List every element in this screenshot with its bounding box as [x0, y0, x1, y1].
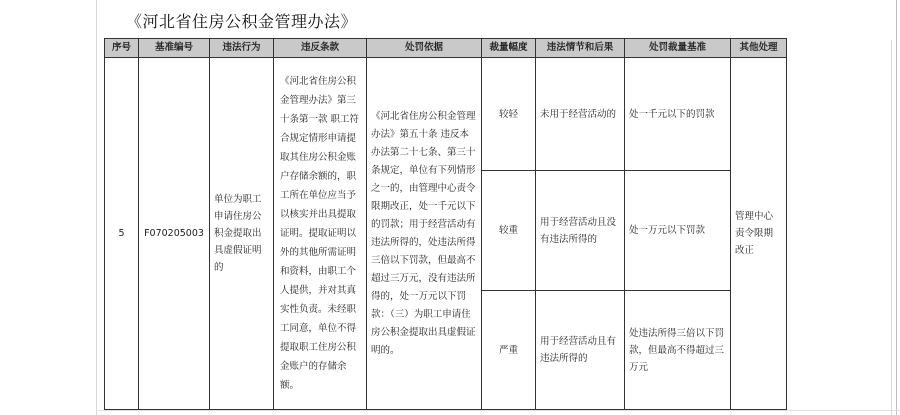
- cell-seq: 5: [105, 58, 139, 410]
- cell-code: F070205003: [139, 58, 210, 410]
- cell-circumstance-level-2: 用于经营活动且没有违法所得的: [536, 171, 625, 291]
- header-circumstance: 违法情节和后果: [536, 39, 625, 58]
- header-code: 基准编号: [139, 39, 210, 58]
- cell-standard-level-1: 处一千元以下的罚款: [625, 58, 731, 171]
- cell-circumstance-level-1: 未用于经营活动的: [536, 58, 625, 171]
- cell-range-level-3: 严重: [482, 291, 536, 410]
- header-basis: 处罚依据: [367, 39, 482, 58]
- cell-circumstance-level-3: 用于经营活动且有违法所得的: [536, 291, 625, 410]
- header-seq: 序号: [105, 39, 139, 58]
- cell-violation: 单位为职工申请住房公积金提取出具虚假证明的: [210, 58, 274, 410]
- header-clause: 违反条款: [274, 39, 367, 58]
- document-title: 《河北省住房公积金管理办法》: [126, 12, 358, 31]
- page-edge-bottom: [96, 410, 900, 411]
- header-standard: 处罚裁量基准: [625, 39, 731, 58]
- table-row: [105, 58, 787, 171]
- cell-standard-level-3: 处违法所得三倍以下罚款，但最高不得超过三万元: [625, 291, 731, 410]
- penalty-discretion-table: [104, 38, 787, 410]
- cell-other: 管理中心责令限期改正: [731, 58, 787, 410]
- cell-clause: 《河北省住房公积金管理办法》第三十条第一款 职工符合规定情形申请提取其住房公积金账户存储余额的，职工所在单位应当予以核实并出具提取证明。提取证明以外的其他所需证明和资料，由职工个人提供，并对其真实性负责。未经职工同意，单位不得提取职工住房公积金账户的存储余额。: [274, 58, 367, 410]
- cell-standard-level-2: 处一万元以下罚款: [625, 171, 731, 291]
- page-edge-right: [896, 0, 897, 415]
- cell-basis: 《河北省住房公积金管理办法》第五十条 违反本办法第二十七条、第三十条规定，单位有下列情形之一的，由管理中心责令限期改正，处一千元以下的罚款；用于经营活动有违法所得的，处违法所得三倍以下罚款，但最高不超过三万元，没有违法所得的，处一万元以下罚款：（三）为职工申请住房公积金提取出具虚假证明的。: [367, 58, 482, 410]
- header-violation: 违法行为: [210, 39, 274, 58]
- cell-range-level-2: 较重: [482, 171, 536, 291]
- cell-range-level-1: 较轻: [482, 58, 536, 171]
- page-edge-right-inner: [891, 40, 892, 415]
- table-header-row: [105, 39, 787, 58]
- header-range: 裁量幅度: [482, 39, 536, 58]
- page-edge-left: [96, 0, 97, 415]
- header-other: 其他处理: [731, 39, 787, 58]
